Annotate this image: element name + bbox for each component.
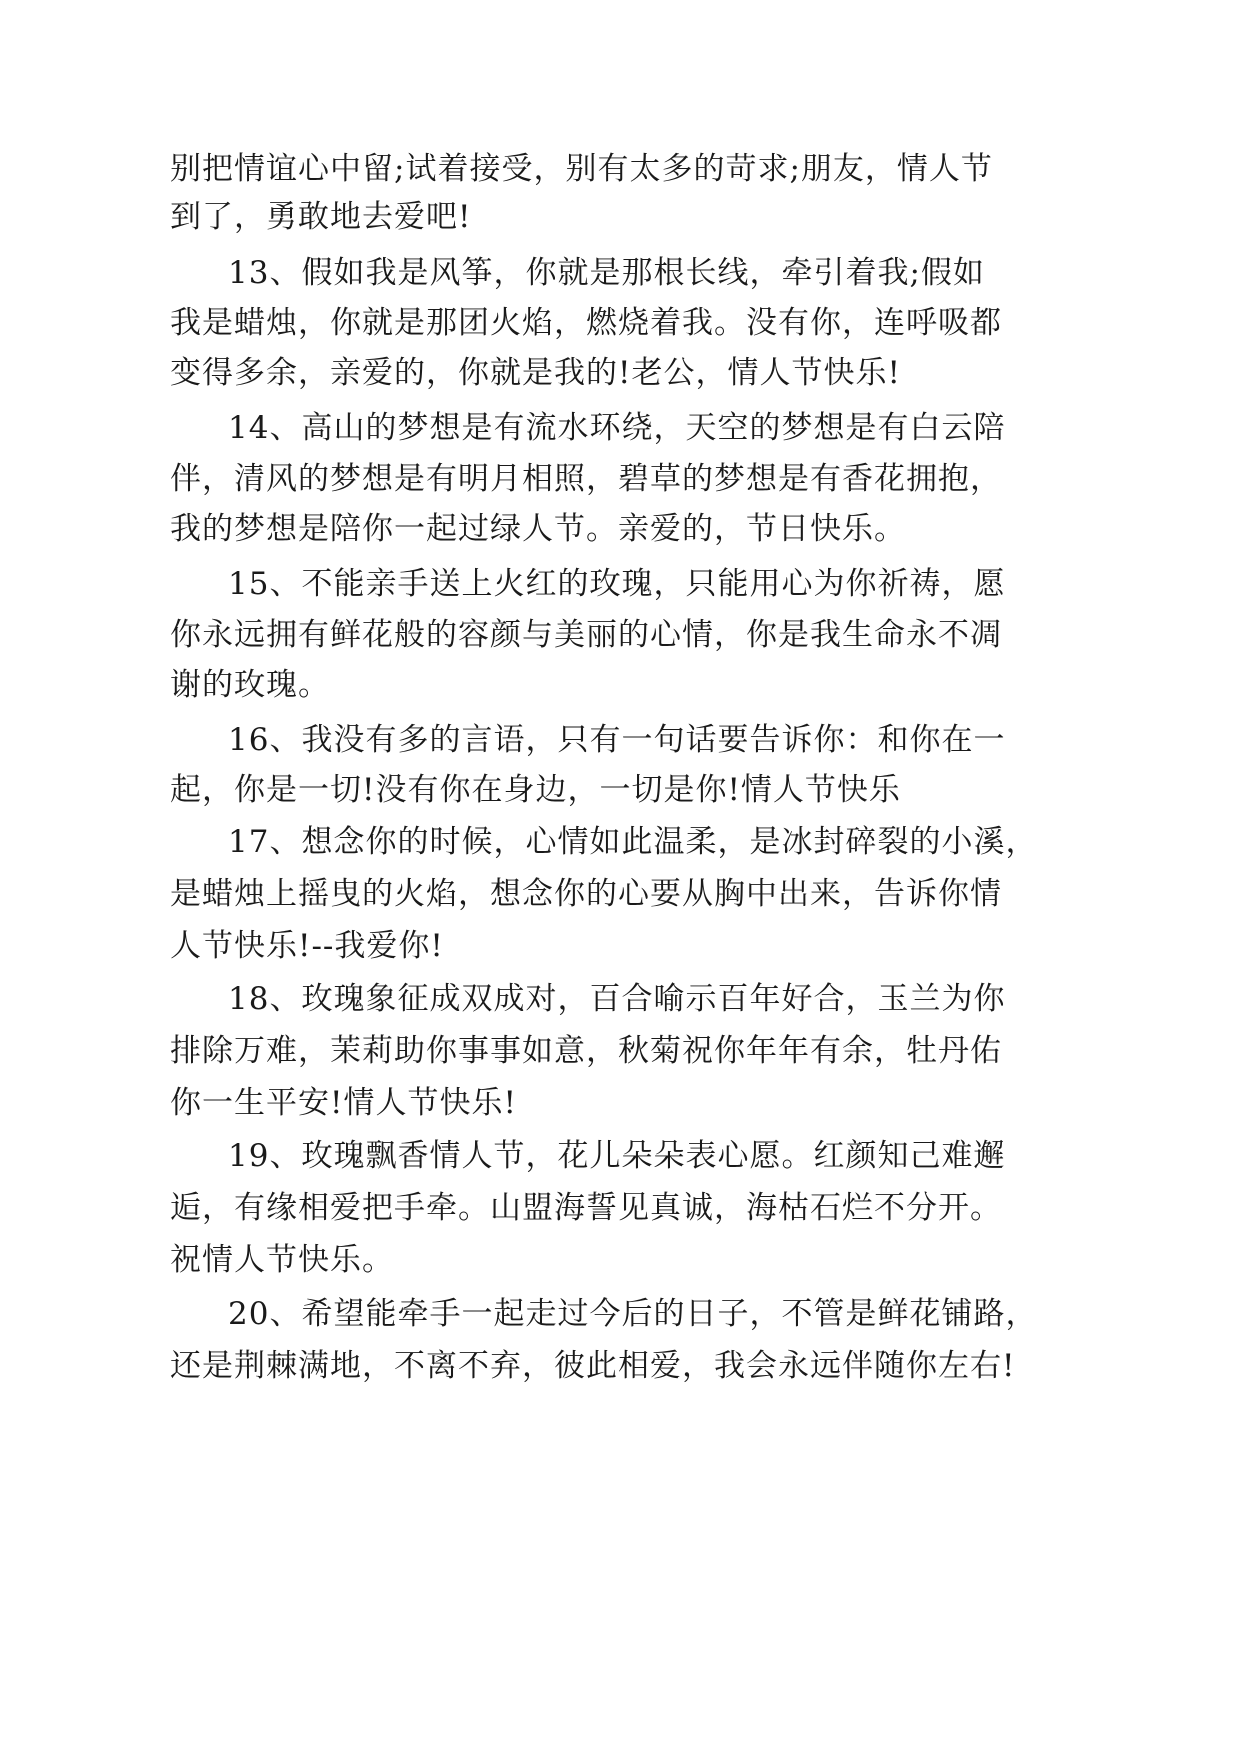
text-line <box>0 1136 1241 1176</box>
text-line-content: 你永远拥有鲜花般的容颜与美丽的心情，你是我生命永不凋 <box>170 617 1002 653</box>
text-line-content: 18、玫瑰象征成双成对，百合喻示百年好合，玉兰为你 <box>228 981 1006 1017</box>
text-line <box>0 564 1241 604</box>
text-line <box>0 979 1241 1019</box>
text-line <box>0 197 1241 237</box>
text-line <box>0 1346 1241 1386</box>
text-line-content: 你一生平安!情人节快乐! <box>170 1085 517 1121</box>
text-line <box>0 926 1241 966</box>
text-line-content: 到了，勇敢地去爱吧! <box>170 199 472 235</box>
text-line <box>0 1188 1241 1228</box>
text-line-content: 19、玫瑰飘香情人节，花儿朵朵表心愿。红颜知己难邂 <box>228 1138 1006 1174</box>
text-line <box>0 1240 1241 1280</box>
text-line <box>0 720 1241 760</box>
text-line <box>0 822 1241 862</box>
text-line-content: 别把情谊心中留;试着接受，别有太多的苛求;朋友，情人节 <box>170 151 993 187</box>
text-line-content: 13、假如我是风筝，你就是那根长线，牵引着我;假如 <box>228 255 985 291</box>
text-line-content: 是蜡烛上摇曳的火焰，想念你的心要从胸中出来，告诉你情 <box>170 876 1002 912</box>
text-line <box>0 253 1241 293</box>
text-line-content: 15、不能亲手送上火红的玫瑰，只能用心为你祈祷，愿 <box>228 566 1006 602</box>
text-line-content: 16、我没有多的言语，只有一句话要告诉你：和你在一 <box>228 722 1006 758</box>
text-line <box>0 149 1241 189</box>
text-line-content: 祝情人节快乐。 <box>170 1242 394 1278</box>
text-line <box>0 408 1241 448</box>
text-line-content: 20、希望能牵手一起走过今后的日子，不管是鲜花铺路， <box>228 1296 1038 1332</box>
text-line <box>0 459 1241 499</box>
text-line <box>0 303 1241 343</box>
text-line <box>0 353 1241 393</box>
text-line-content: 变得多余，亲爱的，你就是我的!老公，情人节快乐! <box>170 355 901 391</box>
text-line-content: 我是蜡烛，你就是那团火焰，燃烧着我。没有你，连呼吸都 <box>170 305 1002 341</box>
text-line <box>0 1031 1241 1071</box>
text-line-content: 还是荆棘满地，不离不弃，彼此相爱，我会永远伴随你左右! <box>170 1348 1016 1384</box>
text-line <box>0 665 1241 705</box>
text-line-content: 我的梦想是陪你一起过绿人节。亲爱的，节日快乐。 <box>170 511 906 547</box>
text-line <box>0 509 1241 549</box>
text-line <box>0 770 1241 810</box>
text-line-content: 排除万难，茉莉助你事事如意，秋菊祝你年年有余，牡丹佑 <box>170 1033 1002 1069</box>
text-line <box>0 1083 1241 1123</box>
text-line <box>0 874 1241 914</box>
text-line <box>0 615 1241 655</box>
text-line-content: 起，你是一切!没有你在身边，一切是你!情人节快乐 <box>170 772 901 808</box>
text-line-content: 逅，有缘相爱把手牵。山盟海誓见真诚，海枯石烂不分开。 <box>170 1190 1002 1226</box>
text-line-content: 伴，清风的梦想是有明月相照，碧草的梦想是有香花拥抱， <box>170 461 1002 497</box>
text-line-content: 谢的玫瑰。 <box>170 667 330 703</box>
text-line-content: 14、高山的梦想是有流水环绕，天空的梦想是有白云陪 <box>228 410 1006 446</box>
text-line-content: 17、想念你的时候，心情如此温柔，是冰封碎裂的小溪， <box>228 824 1038 860</box>
text-line-content: 人节快乐!--我爱你! <box>170 928 444 964</box>
text-line <box>0 1294 1241 1334</box>
